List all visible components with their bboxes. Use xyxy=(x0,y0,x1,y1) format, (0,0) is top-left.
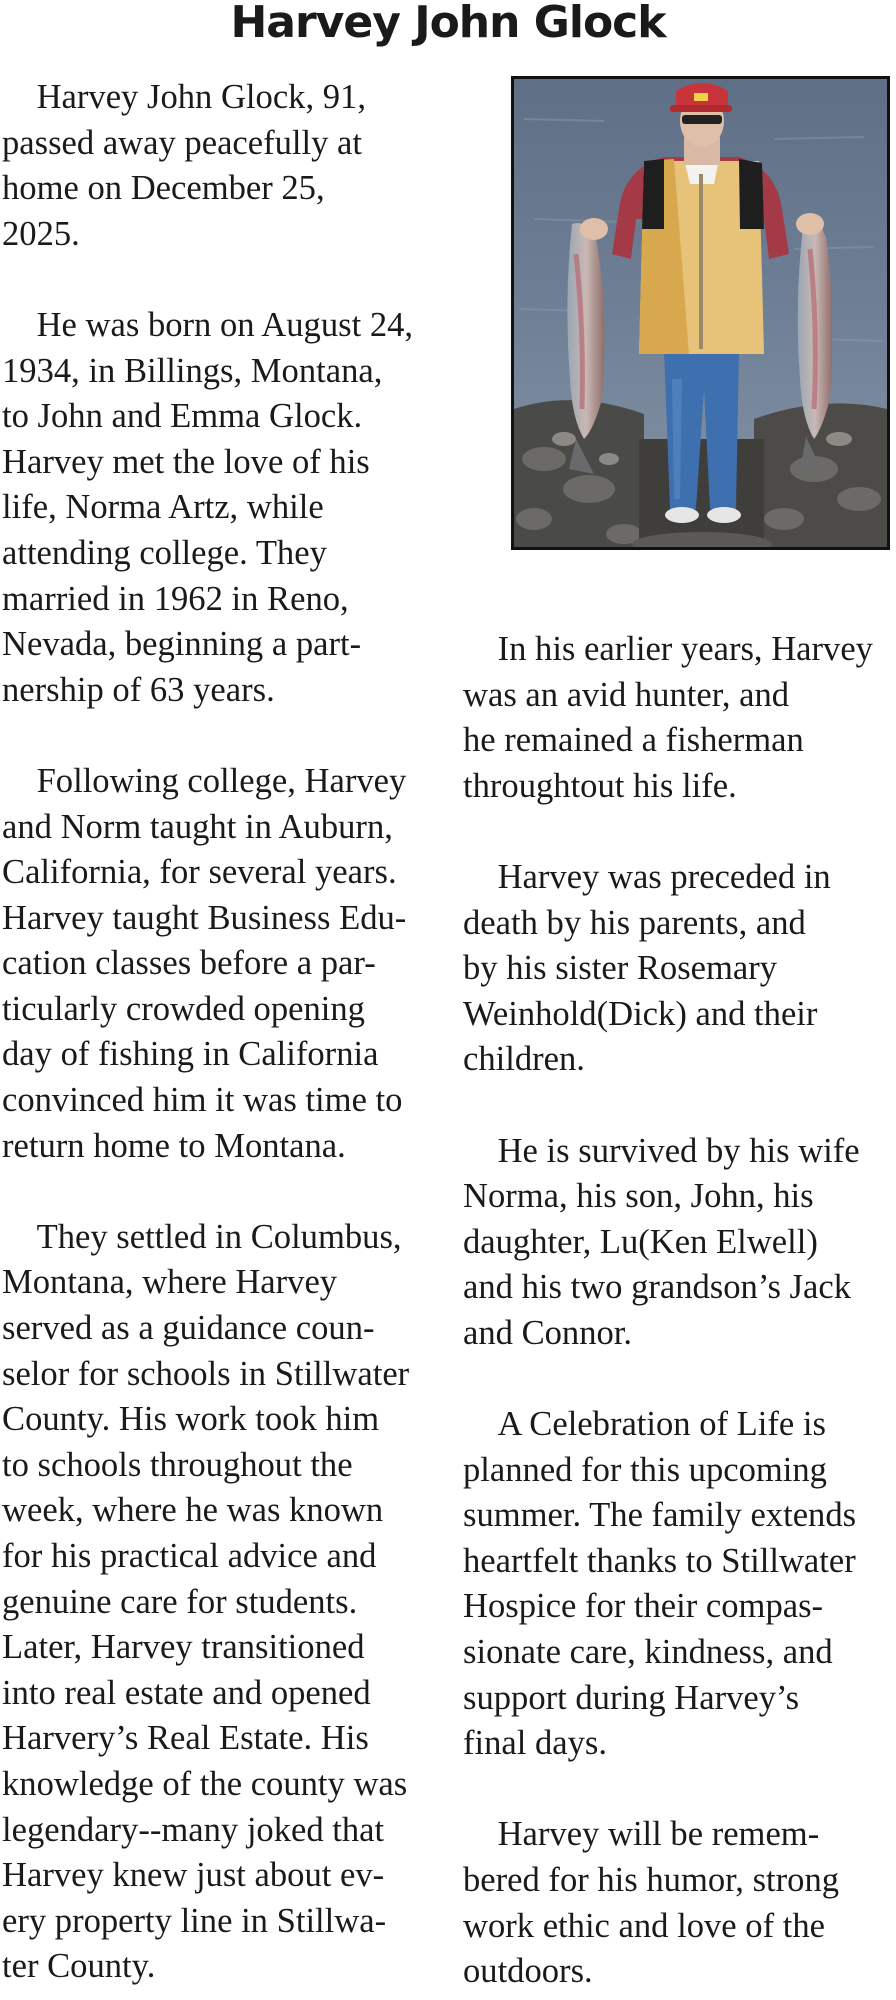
text-line: Hospice for their compas- xyxy=(463,1587,824,1626)
text-line: week, where he was known xyxy=(2,1491,384,1530)
text-line: sionate care, kindness, and xyxy=(463,1633,833,1672)
text-line: Harvey John Glock, 91, xyxy=(2,78,366,116)
text-line: Harvey will be remem- xyxy=(463,1815,820,1854)
text-line: into real estate and opened xyxy=(2,1673,371,1712)
text-line: children. xyxy=(463,1040,585,1079)
text-line: genuine care for students. xyxy=(2,1582,358,1621)
text-line: Nevada, beginning a part- xyxy=(2,625,362,664)
paragraph xyxy=(463,1402,893,1767)
text-line: and Connor. xyxy=(463,1313,633,1352)
paragraph xyxy=(2,303,442,713)
text-line: convinced him it was time to xyxy=(2,1081,403,1120)
text-line: he remained a fisherman xyxy=(463,721,804,760)
text-line: 1934, in Billings, Montana, xyxy=(2,351,383,390)
text-line: daughter, Lu(Ken Elwell) xyxy=(463,1222,818,1261)
text-line: summer. The family extends xyxy=(463,1496,857,1535)
text-line: and his two grandson’s Jack xyxy=(463,1268,851,1307)
text-line: return home to Montana. xyxy=(2,1126,346,1165)
text-line: attending college. They xyxy=(2,533,327,572)
text-line: He was born on August 24, xyxy=(2,305,414,344)
text-line: throughtout his life. xyxy=(463,766,737,805)
text-line: selor for schools in Stillwater xyxy=(2,1354,410,1393)
text-line: married in 1962 in Reno, xyxy=(2,579,349,618)
text-line: by his sister Rosemary xyxy=(463,949,778,988)
text-line: 2025. xyxy=(2,214,80,253)
text-line: Harvey taught Business Edu- xyxy=(2,898,407,937)
text-line: bered for his humor, strong xyxy=(463,1861,840,1900)
text-line: work ethic and love of the xyxy=(463,1906,825,1945)
text-line: legendary--many joked that xyxy=(2,1810,385,1849)
paragraph xyxy=(463,1129,893,1357)
text-line: home on December 25, xyxy=(2,169,325,208)
text-line: He is survived by his wife xyxy=(463,1131,860,1170)
text-line: Harvey knew just about ev- xyxy=(2,1856,385,1895)
text-line: Later, Harvey transitioned xyxy=(2,1628,365,1667)
text-line: ery property line in Stillwa- xyxy=(2,1901,387,1940)
text-line: was an avid hunter, and xyxy=(463,675,790,714)
text-line: and Norm taught in Auburn, xyxy=(2,807,393,846)
text-line: outdoors. xyxy=(463,1952,593,1991)
text-line: County. His work took him xyxy=(2,1400,380,1439)
text-line: passed away peacefully at xyxy=(2,123,363,162)
right-column xyxy=(463,627,893,1995)
left-column xyxy=(2,75,442,1990)
paragraph xyxy=(463,1812,893,1994)
text-line: day of fishing in California xyxy=(2,1035,379,1074)
paragraph xyxy=(463,627,893,809)
text-line: Harvey met the love of his xyxy=(2,442,370,481)
text-line: death by his parents, and xyxy=(463,903,806,942)
text-line: Harvery’s Real Estate. His xyxy=(2,1719,369,1758)
text-line: A Celebration of Life is xyxy=(463,1405,826,1444)
obituary-title: Harvey John Glock xyxy=(230,0,666,48)
text-line: They settled in Columbus, xyxy=(2,1217,402,1256)
text-line: California, for several years. xyxy=(2,853,397,892)
text-line: nership of 63 years. xyxy=(2,670,275,709)
text-line: support during Harvey’s xyxy=(463,1678,800,1717)
text-line: heartfelt thanks to Stillwater xyxy=(463,1541,856,1580)
portrait-photo xyxy=(511,76,890,550)
paragraph xyxy=(463,855,893,1083)
text-line: In his earlier years, Harvey xyxy=(463,630,873,668)
paragraph xyxy=(2,75,442,257)
paragraph xyxy=(2,1215,442,1990)
text-line: served as a guidance coun- xyxy=(2,1309,375,1348)
text-line: knowledge of the county was xyxy=(2,1764,408,1803)
text-line: Montana, where Harvey xyxy=(2,1263,338,1302)
text-line: to John and Emma Glock. xyxy=(2,397,363,436)
text-line: Norma, his son, John, his xyxy=(463,1177,814,1216)
text-line: life, Norma Artz, while xyxy=(2,488,324,527)
text-line: to schools throughout the xyxy=(2,1445,353,1484)
text-line: planned for this upcoming xyxy=(463,1450,827,1489)
paragraph xyxy=(2,759,442,1169)
text-line: final days. xyxy=(463,1724,608,1763)
text-line: for his practical advice and xyxy=(2,1537,377,1575)
text-line: Following college, Harvey xyxy=(2,761,407,800)
text-line: ter County. xyxy=(2,1947,156,1986)
text-line: Weinhold(Dick) and their xyxy=(463,994,818,1033)
text-line: ticularly crowded opening xyxy=(2,989,365,1028)
text-line: cation classes before a par- xyxy=(2,944,376,983)
text-line: Harvey was preceded in xyxy=(463,857,831,896)
